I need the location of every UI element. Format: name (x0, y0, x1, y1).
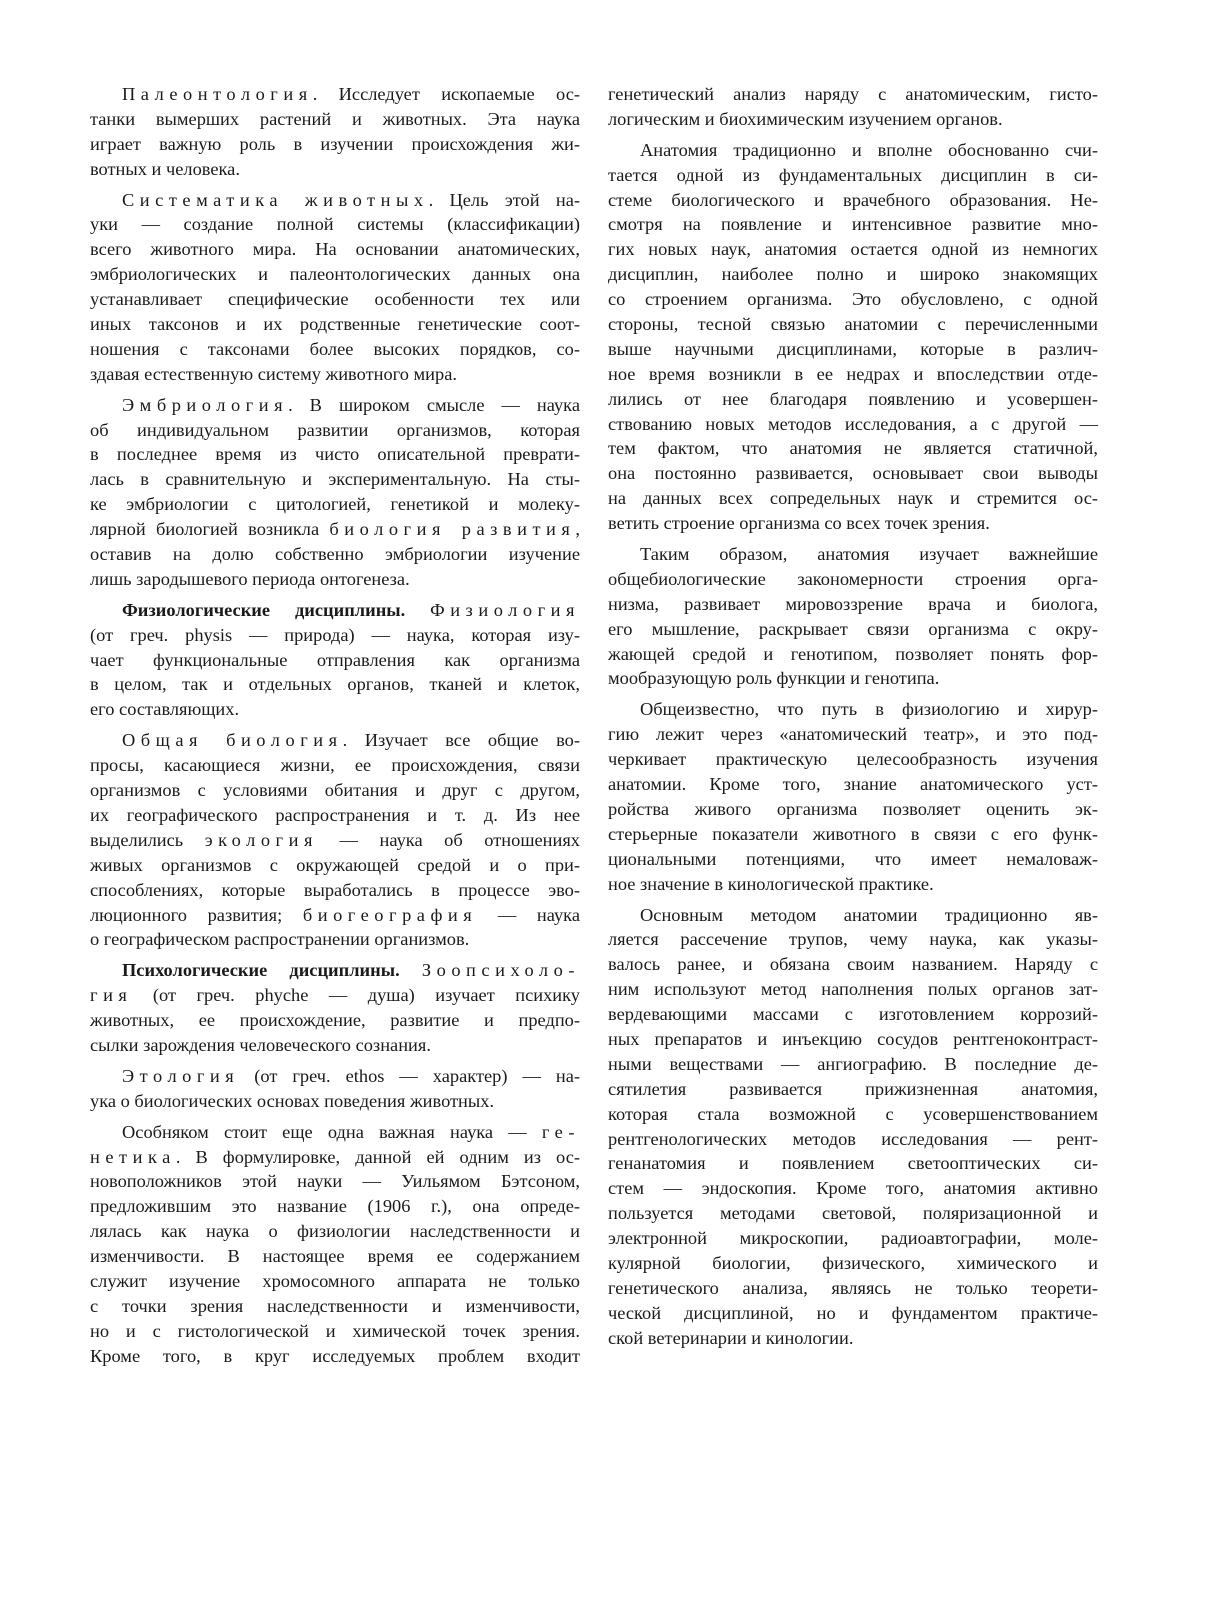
text-segment: иных таксонов и их родственные генетические соот- (90, 314, 580, 335)
text-line (90, 517, 580, 542)
text-line (608, 697, 1098, 722)
text-line (90, 728, 580, 753)
text-segment: вотных и человека. (90, 158, 240, 179)
text-segment: стем — эндоскопия. Кроме того, анатомия активно (608, 1178, 1098, 1199)
anatomy-fundamental-paragraph (608, 138, 1098, 542)
text-segment: (от греч. phyche — душа) изучает психику (132, 985, 580, 1006)
text-segment: генанатомия и появлением светооптических си- (608, 1153, 1098, 1174)
text-segment: . Изучает все общие во- (342, 730, 580, 751)
text-line (608, 1027, 1098, 1052)
text-segment: ним используют метод наполнения полых органов зат- (608, 979, 1098, 1000)
text-segment: электронной микроскопии, радиоавтографии, моле- (608, 1228, 1098, 1249)
text-segment: стерьерные показатели животного в связи с его функ- (608, 823, 1098, 844)
ethology-paragraph (90, 1064, 580, 1120)
text-line (608, 1276, 1098, 1301)
text-segment: выше научными дисциплинами, которые в различ- (608, 338, 1098, 359)
text-segment: мообразующую роль функции и генотипа. (608, 668, 940, 689)
spaced-term-text: Этология (122, 1065, 240, 1086)
text-segment: играет важную роль в изучении происхождения жи- (90, 133, 580, 154)
text-line (90, 1319, 580, 1344)
text-segment: кулярной биологии, физического, химического и (608, 1252, 1098, 1273)
text-segment: жающей средой и генотипом, позволяет понять фор- (608, 643, 1098, 664)
text-segment: в последнее время из чисто описательной преврати- (90, 444, 580, 465)
text-line (90, 262, 580, 287)
spaced-term-text: Систематика животных (122, 189, 429, 210)
text-line (608, 903, 1098, 928)
text-segment: Таким образом, анатомия изучает важнейшие (640, 544, 1098, 565)
text-line (608, 511, 1098, 536)
text-line (608, 461, 1098, 486)
text-line (90, 1194, 580, 1219)
text-line (608, 82, 1098, 107)
text-line (608, 1201, 1098, 1226)
anatomy-methods-paragraph (608, 903, 1098, 1351)
text-line (90, 958, 580, 983)
text-line (608, 1326, 1098, 1351)
text-segment: ляется рассечение трупов, чему наука, как указы- (608, 929, 1098, 950)
text-line (608, 1102, 1098, 1127)
text-segment: танки вымерших растений и животных. Эта наука (90, 108, 580, 129)
text-segment: чает функциональные отправления как организма (90, 649, 580, 670)
text-line (90, 567, 580, 592)
text-segment: служит изучение хромосомного аппарата не только (90, 1270, 580, 1291)
text-line (608, 1226, 1098, 1251)
text-line (90, 1294, 580, 1319)
text-line (608, 138, 1098, 163)
anatomical-theatre-paragraph (608, 697, 1098, 902)
text-line (608, 1301, 1098, 1326)
text-segment: ными веществами — ангиографию. В последние де- (608, 1053, 1098, 1074)
text-segment: ука о биологических основах поведения животных. (90, 1090, 495, 1111)
text-segment: циональными потенциями, что имеет немаловаж- (608, 848, 1098, 869)
general-biology-paragraph (90, 728, 580, 958)
text-segment: генетического анализа, являясь не только теорети- (608, 1277, 1098, 1298)
text-segment: Анатомия традиционно и вполне обоснованно счи- (640, 139, 1098, 160)
text-segment: валось ранее, и обязана своим названием. Наряду с (608, 954, 1098, 975)
text-line (90, 853, 580, 878)
text-line (90, 1145, 580, 1170)
text-line (90, 1089, 580, 1114)
text-segment: на данных всех сопредельных наук и стремится ос- (608, 488, 1098, 509)
text-line (90, 983, 580, 1008)
text-segment: изменчивости. В настоящее время ее содержанием (90, 1246, 580, 1267)
text-segment: устанавливает специфические особенности тех или (90, 289, 580, 310)
text-line (608, 592, 1098, 617)
text-segment: Кроме того, в круг исследуемых проблем входит (90, 1345, 580, 1366)
paleontology-paragraph (90, 82, 580, 188)
text-segment: генетический анализ наряду с анатомическим, гисто- (608, 84, 1098, 104)
text-line (608, 772, 1098, 797)
text-line (90, 598, 580, 623)
text-segment: низма, развивает мировоззрение врача и биолога, (608, 593, 1098, 614)
genetics-paragraph (90, 1120, 580, 1369)
text-segment: (от греч. ethos — характер) — на- (239, 1065, 580, 1086)
text-line (90, 107, 580, 132)
spaced-term-text: экология (204, 829, 318, 850)
text-line (90, 82, 580, 107)
text-segment: его составляющих. (90, 699, 240, 720)
text-segment: новоположников этой науки — Уильямом Бэтсоном, (90, 1171, 580, 1192)
text-segment: смотря на появление и интенсивное развитие мно- (608, 214, 1098, 235)
text-line (90, 418, 580, 443)
text-line (90, 212, 580, 237)
spaced-term-text: Эмбриология (122, 394, 289, 415)
text-segment: со строением организма. Это обусловлено, с одной (608, 289, 1098, 310)
spaced-term-text: биология развития (329, 519, 576, 540)
text-segment: с точки зрения наследственности и изменчивости, (90, 1295, 580, 1316)
text-segment: вердевающими массами с изготовлением коррозий- (608, 1004, 1098, 1025)
text-segment: гию лежит через «анатомический театр», и это под- (608, 724, 1098, 745)
text-segment: . Исследует ископаемые ос- (312, 84, 580, 104)
text-segment: лились от нее благодаря появлению и усовершен- (608, 388, 1098, 409)
text-segment: живых организмов с окружающей средой и о при- (90, 854, 580, 875)
text-segment: черкивает практическую целесообразность изучения (608, 749, 1098, 770)
text-line (608, 542, 1098, 567)
text-line (90, 237, 580, 262)
text-segment: ческой дисциплиной, но и фундаментом практиче- (608, 1302, 1098, 1323)
text-line (90, 157, 580, 182)
text-line (90, 648, 580, 673)
text-line (608, 262, 1098, 287)
text-line (608, 188, 1098, 213)
text-line (608, 212, 1098, 237)
text-segment: тается одной из фундаментальных дисциплин в си- (608, 164, 1098, 185)
text-line (608, 567, 1098, 592)
text-segment: ке эмбриологии с цитологией, генетикой и молеку- (90, 494, 580, 515)
text-segment: эмбриологических и палеонтологических данных она (90, 264, 580, 285)
spaced-term-text: биогеография (302, 904, 478, 925)
text-segment: об индивидуальном развитии организмов, которая (90, 419, 580, 440)
animal-systematics-paragraph (90, 188, 580, 393)
text-segment: Особняком стоит еще одна важная наука — (122, 1121, 542, 1142)
text-segment: ствованию новых методов исследования, а с другой — (608, 413, 1098, 434)
text-segment: лась в сравнительную и экспериментальную. На сты- (90, 469, 580, 490)
text-segment (400, 960, 422, 980)
left-text-column (90, 82, 580, 1369)
embryology-paragraph (90, 393, 580, 598)
text-segment: ных препаратов и инъекцию сосудов рентгеноконтраст- (608, 1028, 1098, 1049)
text-segment: гих новых наук, анатомия остается одной из немногих (608, 239, 1098, 260)
text-segment: она постоянно развивается, основывает свои выводы (608, 463, 1098, 484)
text-line (608, 952, 1098, 977)
text-segment: выделились (90, 829, 205, 850)
text-segment: люционного развития; (90, 904, 303, 925)
text-line (90, 803, 580, 828)
text-line (90, 287, 580, 312)
text-line (90, 672, 580, 697)
text-segment: лялась как наука о физиологии наследственности и (90, 1221, 580, 1242)
text-segment: сятилетия развивается прижизненная анатомия, (608, 1078, 1098, 1099)
text-line (90, 1120, 580, 1145)
text-segment: их географического распространения и т. д. Из нее (90, 804, 580, 825)
text-line (608, 1151, 1098, 1176)
text-line (608, 412, 1098, 437)
text-segment: . Цель этой на- (428, 189, 580, 210)
text-line (90, 878, 580, 903)
physiology-paragraph (90, 598, 580, 728)
text-segment: организмов с условиями обитания и друг с другом, (90, 780, 580, 801)
text-segment: ное время возникли в ее недрах и впоследствии отде- (608, 363, 1098, 384)
bold-heading-text: Психологические дисциплины. (122, 960, 400, 981)
text-line (608, 337, 1098, 362)
text-segment: оставив на долю собственно эмбриологии изучение (90, 544, 580, 565)
text-line (90, 542, 580, 567)
text-line (90, 753, 580, 778)
text-line (90, 337, 580, 362)
spaced-term-text: ге- (541, 1121, 580, 1142)
text-segment: — наука об отношениях (317, 829, 581, 850)
text-line (90, 132, 580, 157)
text-segment: ройства живого организма позволяет оценить эк- (608, 798, 1098, 819)
text-segment: сылки зарождения человеческого сознания. (90, 1034, 431, 1055)
text-line (608, 287, 1098, 312)
text-line (608, 977, 1098, 1002)
text-segment: стороны, тесной связью анатомии с перечисленными (608, 314, 1098, 335)
text-line (90, 1344, 580, 1369)
text-segment: которая стала возможной с усовершенствованием (608, 1103, 1098, 1124)
text-line (608, 1251, 1098, 1276)
text-line (608, 1077, 1098, 1102)
text-line (90, 828, 580, 853)
bold-heading-text: Физиологические дисциплины. (122, 599, 406, 620)
text-segment: ской ветеринарии и кинологии. (608, 1327, 854, 1348)
spaced-term-text: Зоопсихоло- (421, 960, 580, 981)
text-segment: в целом, так и отдельных органов, тканей и клеток, (90, 674, 580, 695)
text-line (90, 188, 580, 213)
text-line (90, 467, 580, 492)
text-segment: способлениях, которые выработались в процессе эво- (90, 879, 580, 900)
text-line (608, 1052, 1098, 1077)
text-line (608, 237, 1098, 262)
text-line (608, 362, 1098, 387)
text-line (90, 1064, 580, 1089)
text-line (90, 623, 580, 648)
text-line (608, 822, 1098, 847)
text-segment: пользуется методами световой, поляризационной и (608, 1203, 1098, 1224)
text-line (608, 107, 1098, 132)
text-segment: лярной биологией возникла (90, 519, 330, 540)
text-line (90, 903, 580, 928)
text-line (608, 1002, 1098, 1027)
text-segment: просы, касающиеся жизни, ее происхождения, связи (90, 755, 580, 776)
text-segment: лишь зародышевого периода онтогенеза. (90, 568, 410, 589)
text-segment: анатомии. Кроме того, знание анатомического уст- (608, 774, 1098, 795)
text-line (608, 617, 1098, 642)
text-line (90, 442, 580, 467)
text-segment: — наука (477, 904, 580, 925)
text-segment: его мышление, раскрывает связи организма с окру- (608, 618, 1098, 639)
text-segment: рентгенологических методов исследования — рент- (608, 1128, 1098, 1149)
text-segment: . В широком смысле — наука (288, 394, 580, 415)
text-line (608, 312, 1098, 337)
text-segment: предложившим это название (1906 г.), она опреде- (90, 1196, 580, 1217)
text-line (608, 1127, 1098, 1152)
text-segment: (от греч. physis — природа) — наука, которая изу- (90, 624, 580, 645)
text-line (90, 492, 580, 517)
text-segment: логическим и биохимическим изучением органов. (608, 108, 1003, 129)
text-segment: о географическом распространении организмов. (90, 929, 470, 950)
text-line (90, 1169, 580, 1194)
text-line (90, 393, 580, 418)
text-segment: . В формулировке, данной ей одним из ос- (175, 1146, 580, 1167)
text-line (90, 1269, 580, 1294)
spaced-term-text: Палеонтология (122, 84, 313, 104)
text-segment: уки — создание полной системы (классификации) (90, 214, 580, 235)
text-line (608, 642, 1098, 667)
genetics-continuation-paragraph (608, 82, 1098, 138)
text-line (90, 1008, 580, 1033)
text-segment: общебиологические закономерности строения орга- (608, 568, 1098, 589)
text-segment: животных, ее происхождение, развитие и предпо- (90, 1010, 580, 1031)
text-line (608, 387, 1098, 412)
right-text-column (608, 82, 1098, 1351)
text-segment: , (575, 519, 580, 540)
text-line (608, 847, 1098, 872)
spaced-term-text: Физиология (430, 599, 580, 620)
text-line (608, 486, 1098, 511)
spaced-term-text: Общая биология (122, 730, 343, 751)
text-segment: но и с гистологической и химической точек зрения. (90, 1320, 580, 1341)
text-line (90, 1033, 580, 1058)
text-line (90, 312, 580, 337)
psychology-paragraph (90, 958, 580, 1064)
text-line (608, 1176, 1098, 1201)
text-segment (405, 600, 430, 620)
anatomy-studies-paragraph (608, 542, 1098, 697)
text-segment: ное значение в кинологической практике. (608, 873, 934, 894)
text-line (90, 697, 580, 722)
text-line (608, 747, 1098, 772)
text-line (608, 927, 1098, 952)
text-line (608, 797, 1098, 822)
text-line (608, 163, 1098, 188)
text-line (90, 362, 580, 387)
text-line (90, 927, 580, 952)
text-line (608, 666, 1098, 691)
text-segment: Основным методом анатомии традиционно яв- (640, 904, 1098, 925)
text-segment: здавая естественную систему животного мира. (90, 363, 457, 384)
text-segment: всего животного мира. На основании анатомических, (90, 239, 580, 260)
spaced-term-text: гия (90, 985, 133, 1006)
text-line (90, 778, 580, 803)
text-line (608, 436, 1098, 461)
spaced-term-text: нетика (90, 1146, 176, 1167)
text-line (608, 872, 1098, 897)
text-segment: тем фактом, что анатомия не является статичной, (608, 438, 1098, 459)
text-line (90, 1219, 580, 1244)
text-segment: стеме биологического и врачебного образования. Не- (608, 189, 1098, 210)
text-segment: ношения с таксонами более высоких порядков, со- (90, 338, 580, 359)
text-segment: Общеизвестно, что путь в физиологию и хирур- (640, 699, 1098, 720)
text-segment: дисциплин, наиболее полно и широко знакомящих (608, 264, 1098, 285)
text-segment: ветить строение организма со всех точек зрения. (608, 513, 990, 534)
text-line (608, 722, 1098, 747)
text-line (90, 1244, 580, 1269)
